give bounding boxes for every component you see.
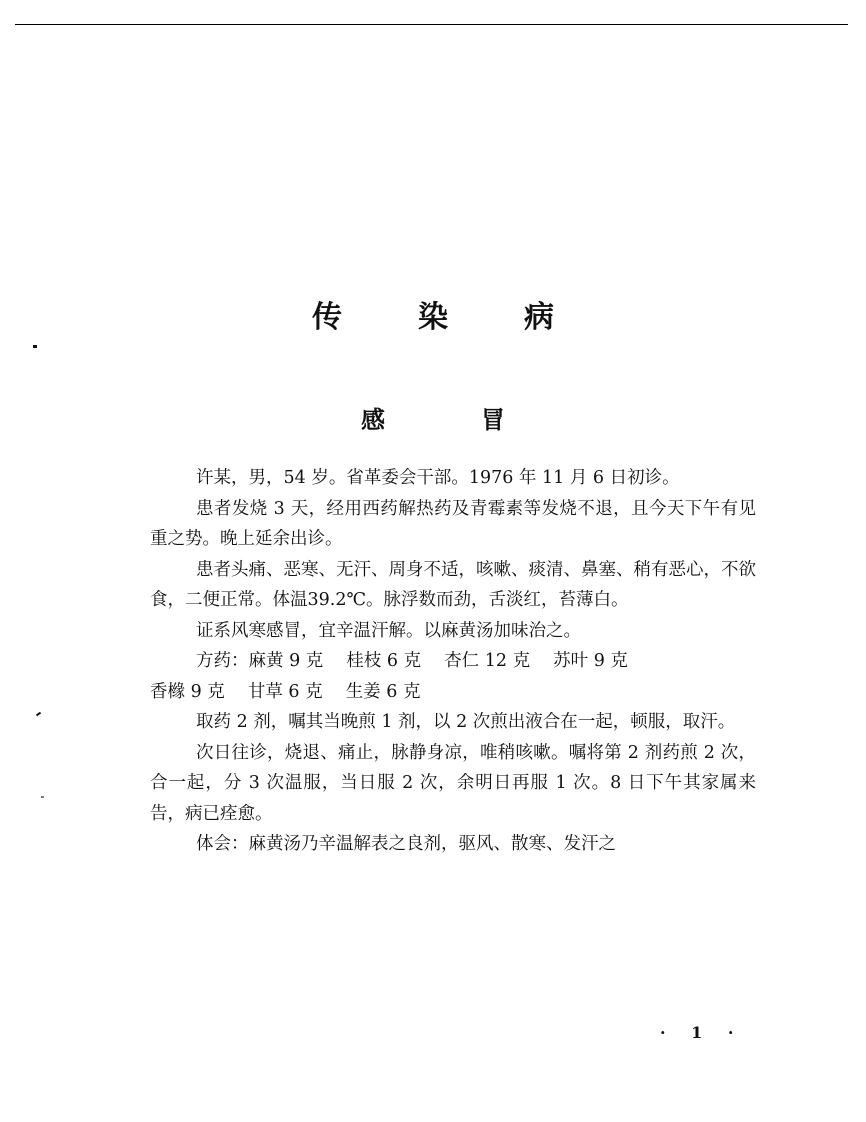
chapter-title-char: 传 [312, 300, 342, 335]
paragraph-patient-info: 许某，男，54 岁。省革委会干部。1976 年 11 月 6 日初诊。 [196, 468, 680, 488]
prescription-item: 甘草 6 克 [247, 681, 323, 702]
prescription-item: 苏叶 9 克 [553, 651, 628, 671]
scan-speck [36, 712, 41, 717]
body-text [150, 463, 756, 860]
scan-speck [41, 796, 44, 798]
paragraph-dosage: 取药 2 剂，嘱其当晚煎 1 剂，以 2 次煎出液合在一起，顿服，取汗。 [196, 712, 736, 732]
chapter-title [0, 292, 866, 336]
prescription-item: 杏仁 12 克 [444, 651, 531, 671]
paragraph-diagnosis: 证系风寒感冒，宜辛温汗解。以麻黄汤加味治之。 [196, 620, 581, 641]
chapter-title-char: 病 [524, 300, 554, 335]
prescription-label: 方药： [196, 651, 249, 671]
paragraph-prescription [150, 646, 756, 677]
prescription-item: 麻黄 9 克 [248, 651, 324, 671]
chapter-title-char: 染 [418, 300, 448, 335]
paragraph-reflection: 体会：麻黄汤乃辛温解表之良剂，驱风、散寒、发汗之 [196, 834, 616, 854]
header-rule [15, 24, 848, 25]
prescription-item: 桂枝 6 克 [346, 651, 422, 671]
prescription-item: 生姜 6 克 [345, 681, 421, 702]
section-title-char: 感 [361, 406, 385, 434]
paragraph-prescription-cont [150, 677, 756, 708]
paragraph-followup: 次日往诊，烧退、痛止，脉静身凉，唯稍咳嗽。嘱将第 2 剂药煎 2 次，合一起，分 3 次温服，当日服 2 次，余明日再服 1 次。8 日下午其家属来告，病已痊愈。 [150, 742, 756, 824]
prescription-item: 香橼 9 克 [150, 681, 225, 702]
scan-speck [33, 345, 37, 348]
section-title [0, 400, 866, 435]
paragraph-history: 患者发烧 3 天，经用西药解热药及青霉素等发烧不退，且今天下午有见重之势。晚上延余出诊。 [150, 498, 756, 549]
paragraph-symptoms: 患者头痛、恶寒、无汗、周身不适，咳嗽、痰清、鼻塞、稍有恶心，不欲食，二便正常。体温39.2℃。脉浮数而劲，舌淡红，苔薄白。 [150, 559, 756, 610]
section-title-char: 冒 [481, 406, 505, 434]
page-number: · 1 · [660, 1023, 744, 1042]
